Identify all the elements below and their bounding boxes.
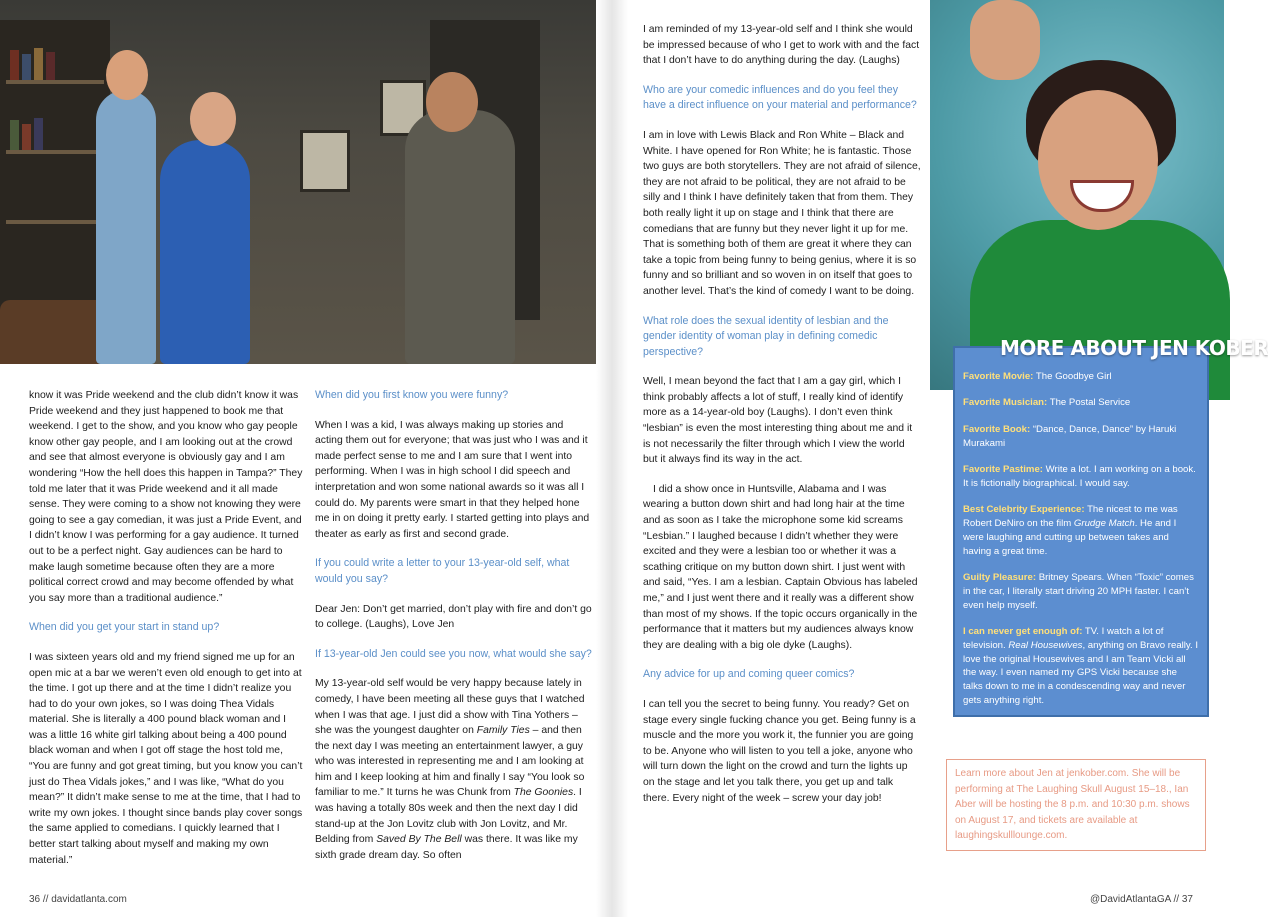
paragraph: I can tell you the secret to being funny. You ready? Get on stage every single fucking chance you get. Being funny is a muscle and the more you work it, the funnier you are going to be. Anyone who will listen to you tell a joke, anyone who will turn down the light on the crowd and turn the lights up on the stage and let you talk there, you get up and talk there. Every night of the week – screw your day job! xyxy=(643,698,916,804)
actor-left-head xyxy=(106,50,148,100)
actor-left xyxy=(96,90,156,364)
jen-kober-portrait xyxy=(930,0,1268,390)
interview-question: When did you first know you were funny? xyxy=(315,389,509,401)
paragraph: Well, I mean beyond the fact that I am a gay girl, which I think probably affects a lot of stuff, I really kind of identify more as a 14-year-old boy (Laughs). I don’t even think “lesbian” is even the most interesting thing about me and it is not necessarily the filter through which I view the world but it always find its way in the act. xyxy=(643,376,913,466)
paragraph: know it was Pride weekend and the club didn’t know it was Pride weekend and they just happened to book me that weekend. I get to the show, and you know who gay people know other gay people, and I am looking out at the crowd and see that almost everyone is obviously gay and I am wondering “How the hell does this happen in Tampa?” They told me later that it was Pride weekend and it all made sense. They were coming to a show not knowing they were going to see a gay comedian, it was just a Pride Event, and I didn’t know I was performing for a gay audience. It turned out to be a perfect night. Gay audiences can be hard to make laugh sometime because often they are a more political correct crowd and may become offended by what you say more than a traditional audience.” xyxy=(29,390,303,604)
page-gutter xyxy=(596,0,628,917)
raised-hand xyxy=(970,0,1040,80)
favorite-movie: Favorite Movie: The Goodbye Girl xyxy=(963,371,1112,382)
paragraph: I was sixteen years old and my friend signed me up for an open mic at a bar we weren’t even old enough to get into at the time. I got up there and at the time I didn’t realize you had to do your own jokes, so I was doing Thea Vidals material. She is literally a 400 pound black woman and I was a little 16 white girl talking about being a 400 pound black woman and when I got off stage the host told me, “You are funny and got great timing, but you know you can’t just do Thea Vidals jokes,” and I was like, “What do you mean?” It didn’t make sense to me at the time, that I had to write my own jokes. I thought since bands play cover songs the same applied to comedians. I quickly learned that I better start talking about myself and making my own material.” xyxy=(29,651,303,866)
paragraph: When I was a kid, I was always making up stories and acting them out for everyone; that was just who I was and it made perfect sense to me and I am sure that I went into performing. When I was in high school I did speech and interpretation and won some national awards so it was all I could do. My parents were smart in that they helped hone me in on doing it pretty early. I started getting into plays and theater as early as first and second grade. xyxy=(315,419,590,540)
actor-center xyxy=(160,140,250,364)
actor-right-head xyxy=(426,72,478,132)
actor-center-head xyxy=(190,92,236,146)
never-get-enough: I can never get enough of: TV. I watch a lot of television. Real Housewives, anything on Bravo really. I love the original Housewives and I am Team Vicki all the way. I even named my GPS Vicki because she talks down to me in a condescending way and never gets anything right. xyxy=(963,625,1198,706)
sidebar-title: MORE ABOUT JEN KOBER xyxy=(1000,336,1268,360)
interview-question: When did you get your start in stand up? xyxy=(29,621,220,634)
interview-question: If you could write a letter to your 13-year-old self, what would you say? xyxy=(315,557,570,585)
page-number-left: 36 // davidatlanta.com xyxy=(29,894,127,905)
paragraph: My 13-year-old self would be very happy because lately in comedy, I have been meeting all these guys that I watched when I was that age. I just did a show with Tina Yothers – she was the youngest daughter on Family Ties – and then the next day I was meeting an entertainment lawyer, a guy who was interested in representing me and I am looking at him and I keep looking at him and finally I say “You look so familiar to me.” It turns he was Chunk from The Goonies. I was having a totally 80s week and then the next day I did stand-up at the Jon Lovitz club with Jon Lovitz, and Mr. Belding from Saved By The Bell was there. It was like my sixth grade dream day. So often xyxy=(315,678,585,861)
article-column-3 xyxy=(643,22,921,820)
article-column-1 xyxy=(29,388,305,882)
interview-question: Who are your comedic influences and do you feel they have a direct influence on your material and performance? xyxy=(643,83,917,112)
wall-picture xyxy=(300,130,350,192)
favorite-book: Favorite Book: “Dance, Dance, Dance” by Haruki Murakami xyxy=(963,423,1177,449)
page-number-right: @DavidAtlantaGA // 37 xyxy=(1090,894,1193,905)
promo-box: Learn more about Jen at jenkober.com. She will be performing at The Laughing Skull August 15–18., Ian Aber will be hosting the 8 p.m. and 10:30 p.m. shows on August 17, and tickets are available at laughingskulllounge.com. xyxy=(946,759,1206,851)
left-page xyxy=(0,0,612,917)
guilty-pleasure: Guilty Pleasure: Britney Spears. When “Toxic” comes in the car, I literally start driving 20 MPH faster. I can’t even help myself. xyxy=(963,571,1194,611)
favorite-musician: Favorite Musician: The Postal Service xyxy=(963,397,1131,409)
tv-scene-photo xyxy=(0,0,596,364)
paragraph: I am in love with Lewis Black and Ron White – Black and White. I have opened for Ron White; he is fantastic. Those two guys are both storytellers. They are not afraid of silence, they are not afraid to be political, they are not afraid to be silly and I think I have definitely taken that from them. They both really light it up on stage and I think that there are comedians that are funny but they never light it up for me. That is something both of them are great it where they can take a topic from being funny to being genius, where it is so funny and so brilliant and so woven in on itself that goes to another level. That’s the kind of comedy I want to be doing. xyxy=(643,129,921,297)
more-about-sidebar xyxy=(953,346,1209,717)
favorite-pastime: Favorite Pastime: Write a lot. I am working on a book. It is fictionally biographical. I would say. xyxy=(963,463,1196,489)
interview-question: If 13-year-old Jen could see you now, what would she say? xyxy=(315,647,592,660)
paragraph: I did a show once in Huntsville, Alabama and I was wearing a button down shirt and had long hair at the time and as soon as I take the microphone some kid screams “Lesbian.” I laughed because I didn’t whether they were excited and they were a lesbian too or whether it was a scathing critique on my button down shirt. I just went with and said, “Yes. I am a lesbian. Captain Obvious has labeled me,” and I just went there and it really was a different show than most of my shows. If the topic occurs organically in the performance that it matters but my audiences always know they are dealing with a big ole dyke (Laughs). xyxy=(643,483,918,651)
actor-right xyxy=(405,110,515,364)
interview-question: What role does the sexual identity of lesbian and the gender identity of woman play in defining comedic perspective? xyxy=(643,314,889,358)
paragraph: I am reminded of my 13-year-old self and I think she would be impressed because of who I get to work with and the fact that I don’t have to do anything during the day. (Laughs) xyxy=(643,24,920,67)
article-column-2 xyxy=(315,388,593,877)
best-celebrity-experience: Best Celebrity Experience: The nicest to me was Robert DeNiro on the film Grudge Match. He and I were laughing and cutting up between takes and having a great time. xyxy=(963,504,1178,557)
paragraph: Dear Jen: Don’t get married, don’t play with fire and don’t go to college. (Laughs), Love Jen xyxy=(315,603,592,631)
interview-question: Any advice for up and coming queer comics? xyxy=(643,668,855,681)
